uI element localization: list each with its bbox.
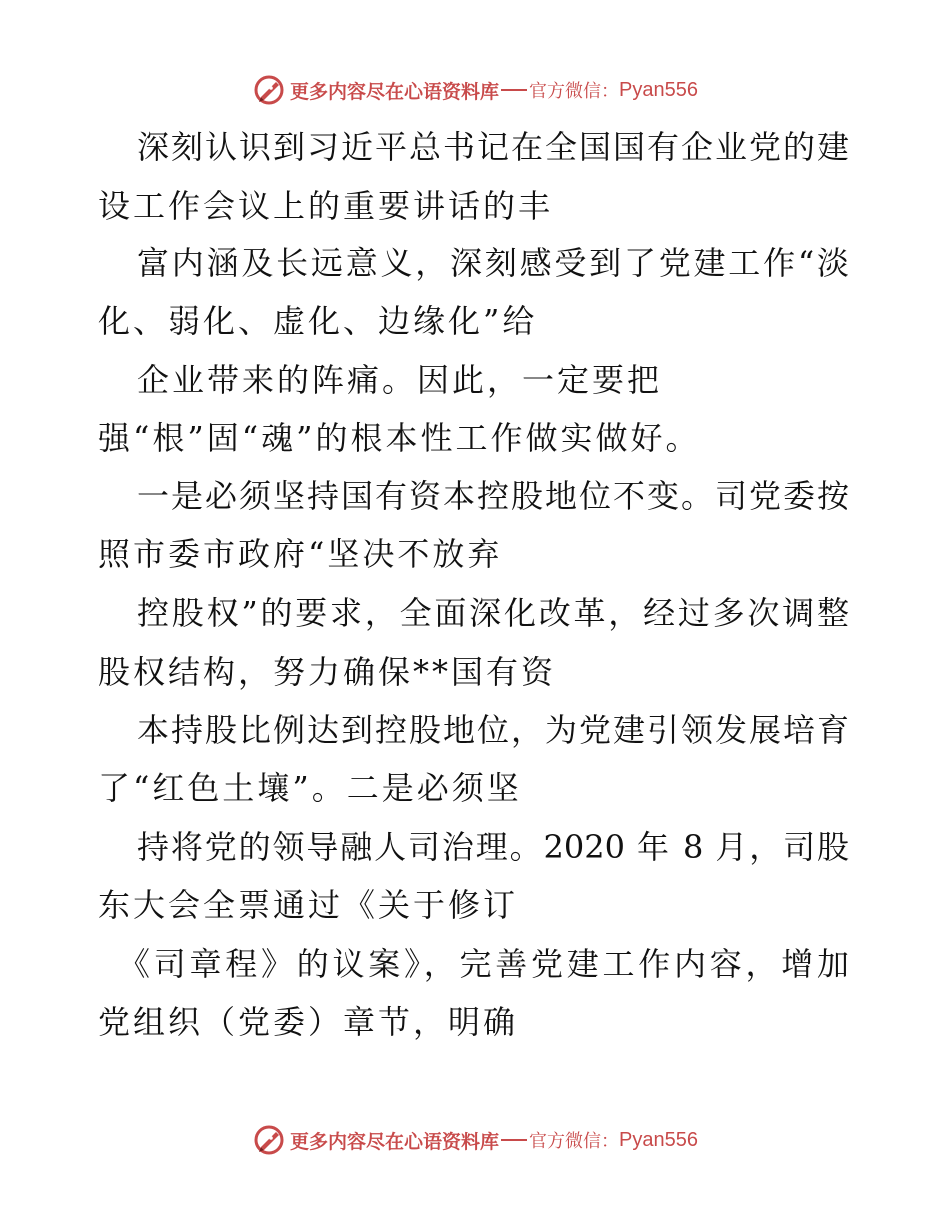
body-line: 强“根”固“魂”的根本性工作做实做好。	[98, 419, 701, 457]
banner-main-text: 更多内容尽在心语资料库	[290, 1130, 500, 1153]
body-line: 照市委市政府“坚决不放弃	[98, 535, 503, 573]
body-line: 富内涵及长远意义，深刻感受到了党建工作“淡	[137, 244, 849, 282]
banner-main-text: 更多内容尽在心语资料库	[290, 80, 500, 103]
pen-logo-icon	[252, 73, 286, 107]
body-line: 党组织（党委）章节，明确	[98, 1003, 519, 1041]
banner-wechat-id: Pyan556	[619, 78, 698, 101]
body-line: 本持股比例达到控股地位，为党建引领发展培育	[137, 711, 849, 749]
banner-dash	[501, 1139, 527, 1141]
body-line: 企业带来的阵痛。因此，一定要把	[137, 361, 663, 399]
banner-dash	[501, 89, 527, 91]
body-line: 东大会全票通过《关于修订	[98, 886, 519, 924]
banner-sub-text: 官方微信：	[529, 81, 620, 102]
body-line: 持将党的领导融人司治理。2020 年 8 月，司股	[137, 828, 849, 866]
body-line: 一是必须坚持国有资本控股地位不变。司党委按	[137, 477, 849, 515]
body-line: 设工作会议上的重要讲话的丰	[98, 187, 554, 225]
pen-logo-icon	[252, 1123, 286, 1157]
banner-sub-text: 官方微信：	[529, 1131, 620, 1152]
banner-wechat-id: Pyan556	[619, 1128, 698, 1151]
body-line: 股权结构，努力确保**国有资	[98, 653, 557, 691]
body-line: 控股权”的要求，全面深化改革，经过多次调整	[137, 594, 849, 632]
header-banner	[0, 70, 950, 110]
footer-banner	[0, 1120, 950, 1160]
body-line: 《司章程》的议案》，完善党建工作内容，增加	[118, 945, 849, 983]
body-line: 化、弱化、虚化、边缘化”给	[98, 302, 538, 340]
body-line: 了“红色土壤”。二是必须坚	[98, 769, 522, 807]
body-line: 深刻认识到习近平总书记在全国国有企业党的建	[137, 128, 849, 166]
